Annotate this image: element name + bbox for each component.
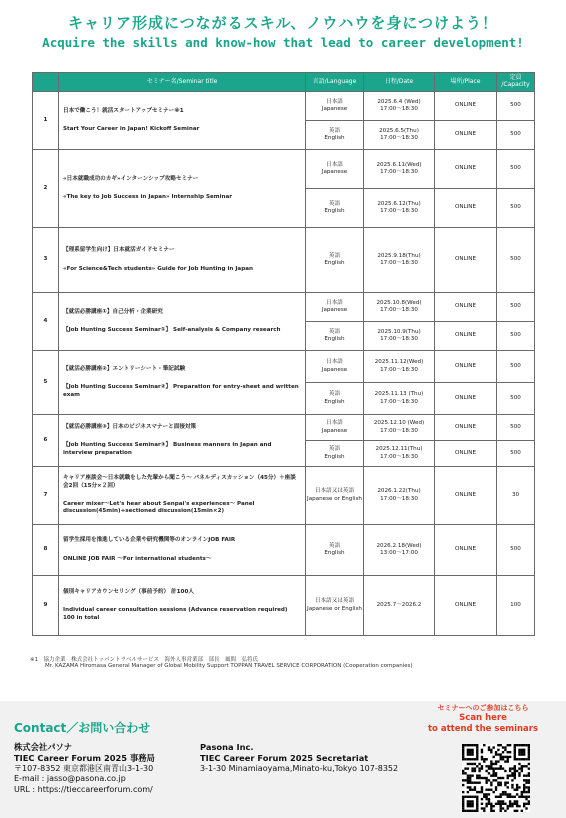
session-date-day: 2025.10.9(Thu)	[377, 328, 421, 335]
session-date	[364, 441, 435, 467]
contact-jp-company: 株式会社パソナ	[14, 742, 73, 752]
table-row	[33, 525, 535, 576]
session-capacity: 500	[497, 322, 535, 351]
session-language	[306, 441, 364, 467]
session-date-day: 2025.7～2026.2	[376, 601, 422, 608]
seminar-title	[59, 228, 306, 293]
session-language-en: Japanese	[321, 427, 348, 434]
session-place: ONLINE	[435, 228, 497, 293]
table-row	[33, 351, 535, 383]
session-date-time: 17:00～18:30	[380, 260, 418, 266]
session-place: ONLINE	[435, 441, 497, 467]
headline-en: Acquire the skills and know-how that lead to career development!	[42, 35, 524, 50]
session-language-en: Japanese	[321, 106, 348, 112]
seminar-title-ja: 【就活必勝講座①】自己分析・企業研究	[63, 308, 163, 315]
contact-english	[200, 742, 398, 774]
session-date-day: 2025.6.11(Wed)	[376, 161, 422, 168]
table-row	[33, 228, 535, 293]
session-capacity: 500	[497, 441, 535, 467]
seminar-title	[59, 525, 306, 576]
scan-prompt-en2: to attend the seminars	[427, 724, 539, 735]
session-place: ONLINE	[435, 92, 497, 121]
session-date	[364, 121, 435, 150]
seminar-title-ja: 【就活必勝講座③】日本のビジネスマナーと面接対策	[63, 424, 197, 431]
seminar-title-en: 【Job Hunting Success Seminar③】 Business manners in Japan and interview preparation	[63, 442, 272, 456]
session-date-day: 2025.12.11(Thu)	[375, 446, 423, 453]
session-date-time: 17:00～18:30	[380, 495, 418, 502]
session-language-en: English	[324, 453, 345, 460]
contact-jp-address: 〒107-8352 東京都港区南青山3-1-30	[14, 763, 154, 773]
seminar-number: 2	[33, 150, 59, 228]
seminar-title-ja: «日本就職成功のカギ»インターンシップ攻略セミナー	[63, 175, 199, 182]
session-language	[306, 150, 364, 189]
seminar-title-ja: 【理系留学生向け】日本就活ガイドセミナー	[63, 247, 175, 254]
session-language-en: English	[324, 398, 345, 405]
session-language-ja: 日本語	[326, 359, 343, 366]
session-language-en: Japanese or English	[307, 495, 362, 502]
session-date	[364, 383, 435, 415]
scan-prompt-jp: セミナーへのご参加はこちら	[437, 704, 529, 712]
seminar-title-en: 【Job Hunting Success Seminar①】 Self-analysis & Company research	[63, 327, 281, 333]
session-date	[364, 351, 435, 383]
session-capacity: 500	[497, 383, 535, 415]
header-capacity-en: /Capacity	[501, 81, 530, 88]
session-date-time: 17:00～18:30	[380, 366, 418, 373]
session-date-time: 17:00～18:30	[380, 453, 418, 460]
seminar-number: 7	[33, 467, 59, 525]
session-capacity: 500	[497, 415, 535, 441]
session-place: ONLINE	[435, 351, 497, 383]
seminar-title-ja: 留学生採用を推進している企業や研究機関等のオンラインJOB FAIR	[63, 537, 236, 544]
table-row	[33, 92, 535, 121]
header-no	[33, 73, 59, 92]
session-language	[306, 92, 364, 121]
seminar-title	[59, 576, 306, 636]
session-language-ja: 英語	[328, 446, 341, 453]
scan-prompt	[408, 704, 558, 735]
header-place: 場所/Place	[435, 73, 497, 92]
session-capacity: 500	[497, 228, 535, 293]
seminar-schedule-table	[32, 72, 535, 636]
seminar-title-en: Individual career consultation sessions (Advance reservation required) 100 in total	[63, 607, 288, 621]
seminar-number: 3	[33, 228, 59, 293]
seminar-title-en: Career mixer～Let's hear about Senpai's experiences～ Panel discussion(45min)+sectioned discussion(15min×2)	[63, 501, 255, 515]
table-row	[33, 293, 535, 322]
session-language	[306, 121, 364, 150]
session-language-ja: 日本語又は英語	[314, 488, 355, 495]
session-place: ONLINE	[435, 189, 497, 228]
session-date	[364, 415, 435, 441]
seminar-title-ja: 日本で働こう！就活スタートアップセミナー※1	[63, 107, 184, 114]
contact-email[interactable]: E-mail : jasso@pasona.co.jp	[14, 774, 126, 784]
session-date-day: 2025.11.13 (Thu)	[374, 391, 424, 398]
seminar-title-ja: キャリア座談会～日本就職をした先輩から聞こう～ パネルディスカッション（45分）＋座談会2回（15分×２回）	[63, 475, 296, 489]
header-language: 言語/Language	[306, 73, 364, 92]
seminar-number: 4	[33, 293, 59, 351]
session-date-day: 2025.6.5(Thu)	[379, 127, 419, 134]
seminar-title-en: 【Job Hunting Success Seminar②】 Preparation for entry-sheet and written exam	[63, 384, 299, 398]
session-date-time: 17:00～18:30	[380, 398, 418, 405]
session-date-time: 17:00～18:30	[380, 307, 418, 313]
session-language-ja: 英語	[328, 127, 341, 134]
seminar-number: 5	[33, 351, 59, 415]
contact-en-company: Pasona Inc.	[200, 742, 254, 752]
session-language-ja: 日本語	[326, 299, 343, 306]
seminar-title-en: «For Science&Tech students» Guide for Job Hunting in Japan	[63, 265, 253, 272]
session-language	[306, 525, 364, 576]
seminar-title	[59, 467, 306, 525]
session-language-ja: 英語	[328, 200, 341, 207]
seminar-title	[59, 150, 306, 228]
session-place: ONLINE	[435, 293, 497, 322]
contact-en-address: 3-1-30 Minamiaoyama,Minato-ku,Tokyo 107-8352	[200, 763, 399, 773]
session-place: ONLINE	[435, 525, 497, 576]
session-language-en: English	[324, 336, 345, 342]
session-language	[306, 189, 364, 228]
table-row	[33, 415, 535, 441]
seminar-title	[59, 92, 306, 150]
qr-code-graphic	[462, 744, 530, 812]
session-language-en: English	[324, 260, 345, 266]
contact-japanese	[14, 742, 155, 796]
session-language-ja: 英語	[328, 542, 341, 549]
session-capacity: 500	[497, 525, 535, 576]
session-date-time: 17:00～18:30	[380, 106, 418, 112]
session-language-en: English	[324, 550, 345, 556]
session-date	[364, 189, 435, 228]
seminar-number: 9	[33, 576, 59, 636]
session-date-day: 2026.2.18(Wed)	[376, 542, 422, 549]
session-date	[364, 322, 435, 351]
session-capacity: 500	[497, 293, 535, 322]
session-date	[364, 525, 435, 576]
seminar-title-ja: 【就活必勝講座②】エントリーシート・筆記試験	[63, 366, 186, 373]
session-date-time: 17:00～18:30	[380, 135, 418, 141]
seminar-title	[59, 415, 306, 467]
session-language-en: Japanese or English	[307, 605, 362, 612]
session-language	[306, 415, 364, 441]
header-date: 日程/Date	[364, 73, 435, 92]
contact-en-office: TIEC Career Forum 2025 Secretariat	[200, 752, 369, 763]
session-language	[306, 576, 364, 636]
session-date	[364, 467, 435, 525]
session-capacity: 500	[497, 121, 535, 150]
table-row	[33, 576, 535, 636]
header-title: セミナー名/Seminar title	[59, 73, 306, 92]
session-language-ja: 日本語	[326, 420, 343, 427]
seminar-number: 6	[33, 415, 59, 467]
session-language-en: Japanese	[321, 366, 348, 373]
session-date-time: 17:00～18:30	[380, 208, 418, 214]
session-language	[306, 383, 364, 415]
session-date-day: 2025.12.10 (Wed)	[373, 420, 425, 427]
seminar-title	[59, 293, 306, 351]
headline-jp: キャリア形成につながるスキル、ノウハウを身につけよう！	[67, 14, 499, 32]
session-date-day: 2026.1.22(Thu)	[377, 488, 421, 495]
session-capacity: 100	[497, 576, 535, 636]
session-language-ja: 英語	[328, 252, 341, 259]
session-date-day: 2025.6.12(Thu)	[377, 200, 421, 207]
seminar-title	[59, 351, 306, 415]
footnote-line1: ※1 協力企業 株式会社トッパントラベルサービス 海外人事営業部 部長 風間 弘将氏	[30, 657, 258, 663]
session-place: ONLINE	[435, 576, 497, 636]
seminar-number: 8	[33, 525, 59, 576]
session-language-ja: 日本語	[326, 98, 343, 105]
session-language-ja: 英語	[328, 328, 341, 335]
footnote-line2: Mr. KAZAMA Hiromasa General Manager of Global Mobility Support TOPPAN TRAVEL SERVICE CORPORATION (Cooperation companies)	[45, 663, 413, 669]
session-date-day: 2025.10.8(Wed)	[376, 299, 422, 306]
contact-jp-office: TIEC Career Forum 2025 事務局	[14, 752, 155, 763]
session-date-time: 17:00～18:30	[380, 169, 418, 175]
session-language	[306, 351, 364, 383]
table-header-row	[33, 73, 535, 92]
session-date-time: 17:00～18:30	[380, 336, 418, 342]
session-date	[364, 150, 435, 189]
session-place: ONLINE	[435, 121, 497, 150]
session-date-time: 13:00～17:00	[380, 550, 418, 556]
session-date-time: 17:00～18:30	[380, 427, 418, 434]
session-place: ONLINE	[435, 150, 497, 189]
session-capacity: 500	[497, 351, 535, 383]
session-language-en: Japanese	[321, 307, 348, 313]
session-capacity: 500	[497, 189, 535, 228]
scan-prompt-en1: Scan here	[459, 713, 507, 724]
session-language	[306, 228, 364, 293]
table-row	[33, 467, 535, 525]
session-language	[306, 467, 364, 525]
session-language-en: English	[324, 135, 345, 141]
qr-code-icon[interactable]	[462, 744, 530, 812]
session-place: ONLINE	[435, 383, 497, 415]
session-place: ONLINE	[435, 415, 497, 441]
session-language-en: English	[324, 208, 345, 214]
session-date	[364, 92, 435, 121]
session-language-ja: 日本語	[326, 161, 343, 168]
session-language-ja: 日本語又は英語	[314, 598, 355, 605]
session-place: ONLINE	[435, 322, 497, 351]
seminar-title-ja: 個別キャリアカウンセリング（事前予約） 計100人	[63, 589, 194, 596]
seminar-title-en: ONLINE JOB FAIR ～For international students～	[63, 555, 212, 562]
session-capacity: 500	[497, 92, 535, 121]
session-date	[364, 576, 435, 636]
seminar-title-en: «The key to Job Success in Japan» Internship Seminar	[63, 194, 233, 200]
session-date	[364, 293, 435, 322]
session-language	[306, 293, 364, 322]
session-date-day: 2025.6.4 (Wed)	[377, 98, 421, 105]
header-capacity-jp: 定員	[509, 74, 522, 82]
session-language-en: Japanese	[321, 169, 348, 175]
session-language	[306, 322, 364, 351]
session-capacity: 500	[497, 150, 535, 189]
session-language-ja: 英語	[328, 391, 341, 398]
contact-url[interactable]: URL : https://tieccareerforum.com/	[14, 784, 153, 794]
session-date-day: 2025.9.18(Thu)	[377, 252, 421, 259]
session-capacity: 30	[497, 467, 535, 525]
session-place: ONLINE	[435, 467, 497, 525]
session-date	[364, 228, 435, 293]
session-date-day: 2025.11.12(Wed)	[374, 359, 424, 366]
seminar-number: 1	[33, 92, 59, 150]
header-capacity	[497, 73, 535, 92]
table-row	[33, 150, 535, 189]
seminar-title-en: Start Your Career in Japan! Kickoff Seminar	[63, 126, 200, 132]
contact-title: Contact／お問い合わせ	[14, 721, 151, 735]
